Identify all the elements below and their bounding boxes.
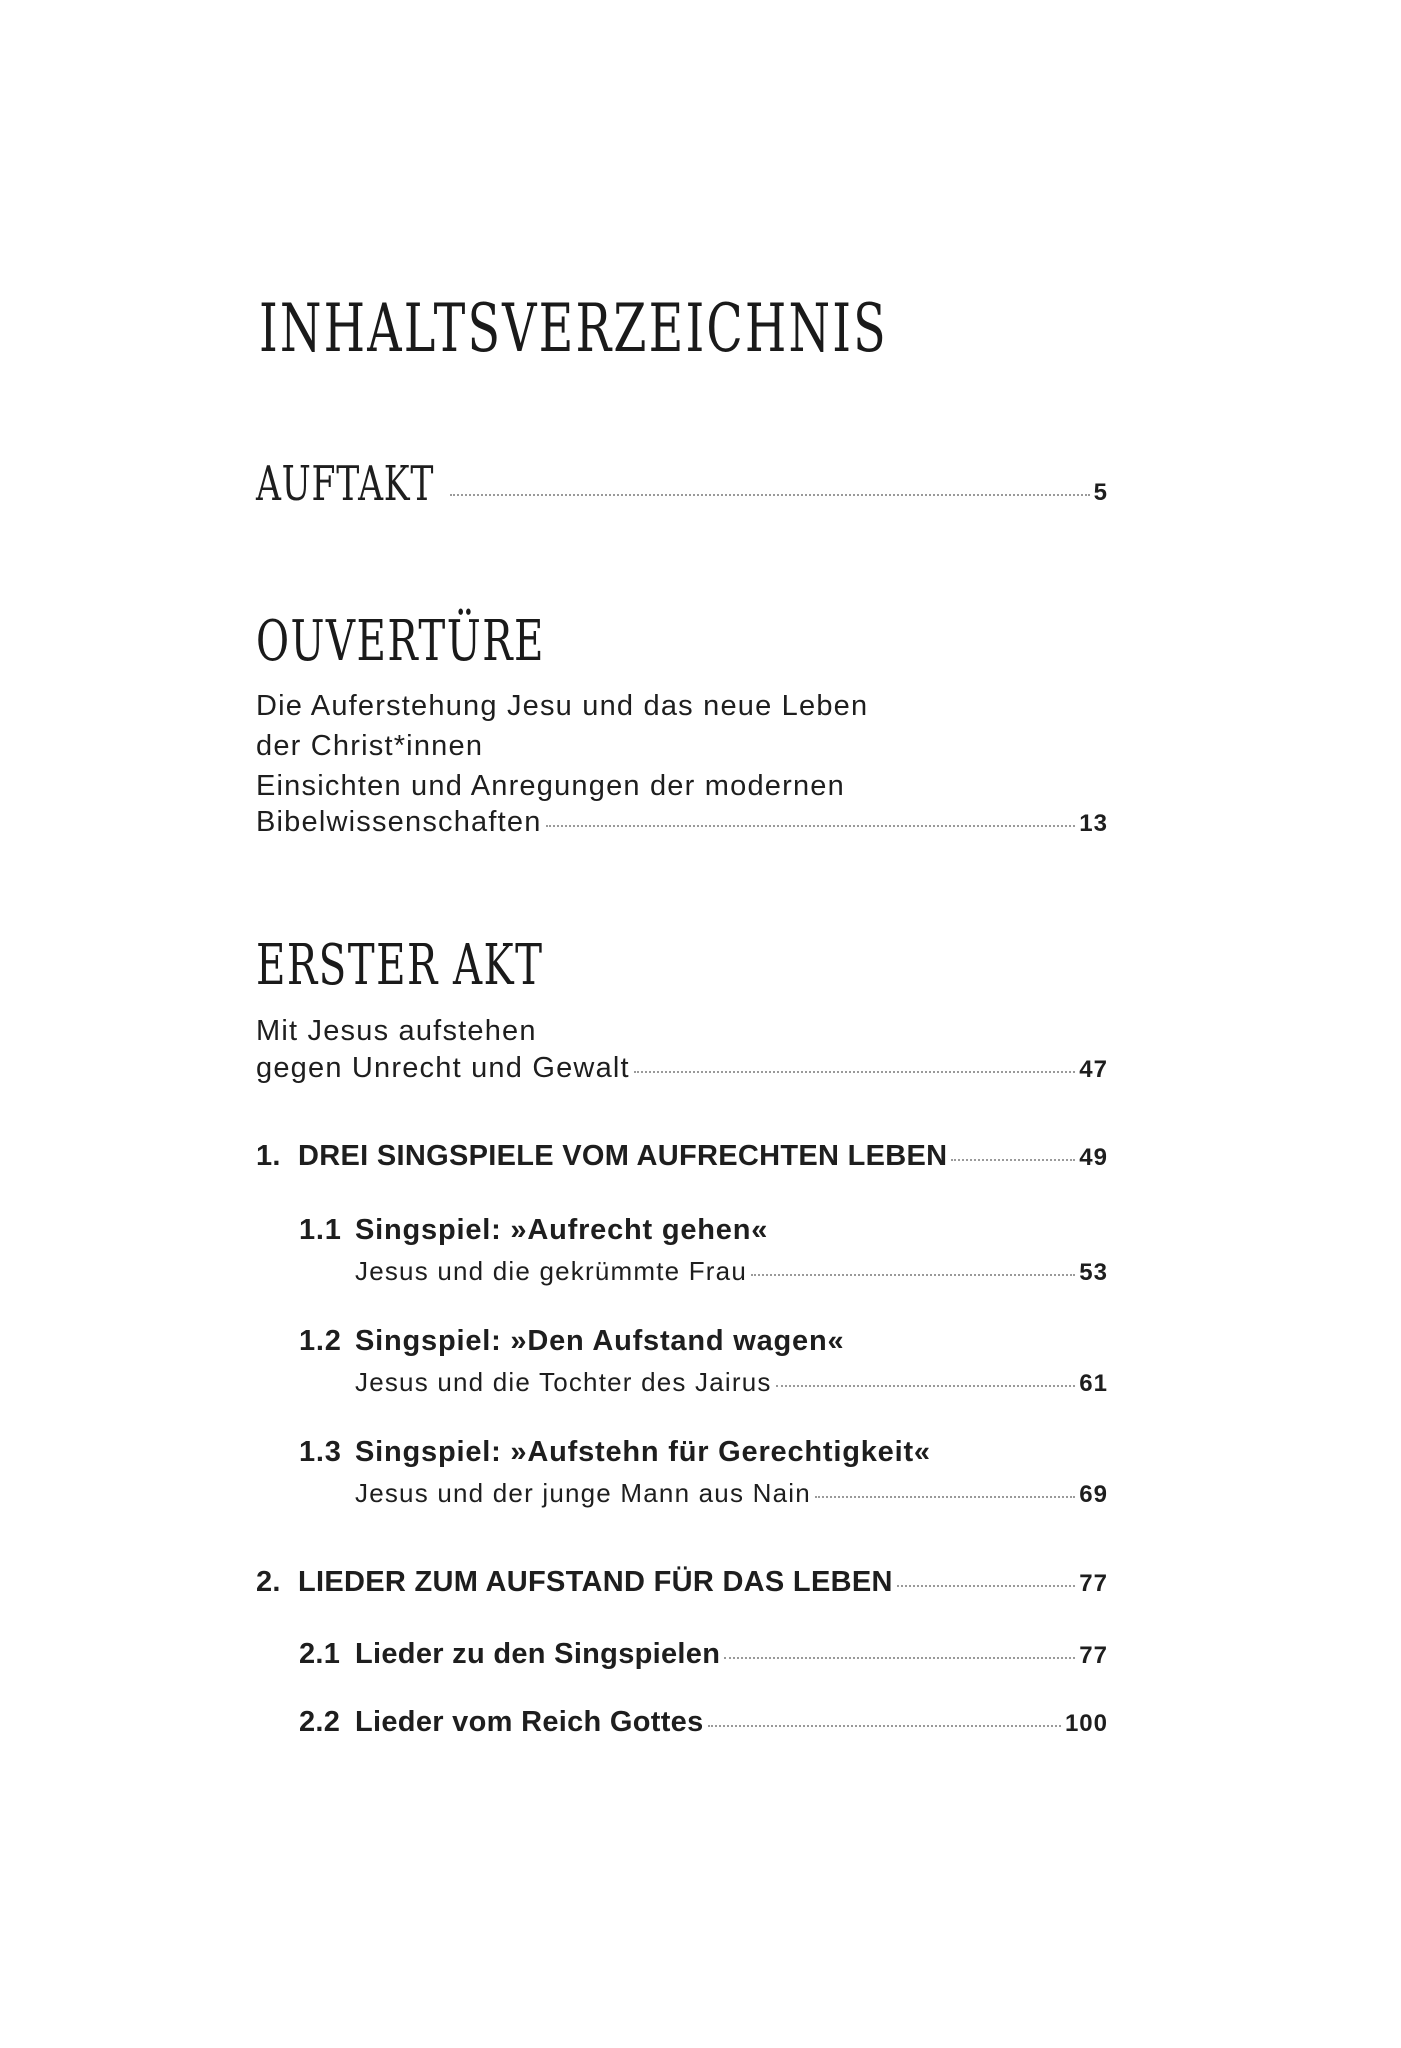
toc-entry-2-1[interactable] bbox=[299, 1638, 1108, 1671]
subsection-title bbox=[299, 1214, 768, 1247]
chapter-title bbox=[256, 1566, 893, 1599]
subsection-title-text: Lieder vom Reich Gottes bbox=[355, 1706, 704, 1738]
subsection-number: 2.1 bbox=[299, 1638, 341, 1670]
dot-leader bbox=[708, 1725, 1061, 1727]
subsection-number: 1.1 bbox=[299, 1214, 342, 1246]
subsection-number: 2.2 bbox=[299, 1706, 341, 1738]
section-description bbox=[256, 1011, 537, 1051]
page-number: 5 bbox=[1093, 479, 1108, 506]
page-number: 77 bbox=[1079, 1642, 1108, 1669]
toc-entry-1-1[interactable] bbox=[355, 1256, 1108, 1287]
section-heading-ouverture: OUVERTÜRE bbox=[256, 609, 545, 674]
dot-leader bbox=[897, 1585, 1076, 1587]
chapter-title bbox=[256, 1140, 947, 1173]
dot-leader bbox=[724, 1657, 1075, 1659]
toc-entry-1-2[interactable] bbox=[355, 1367, 1108, 1398]
subsection-title bbox=[299, 1436, 931, 1469]
page-number: 47 bbox=[1079, 1056, 1108, 1083]
section-heading-erster-akt: ERSTER AKT bbox=[256, 933, 544, 998]
toc-entry-auftakt[interactable] bbox=[256, 456, 1108, 512]
dot-leader bbox=[951, 1159, 1075, 1161]
subsection-title-text: Singspiel: »Aufstehn für Gerechtigkeit« bbox=[355, 1436, 931, 1468]
description-line: der Christ*innen bbox=[256, 730, 484, 762]
toc-entry-chapter-2[interactable] bbox=[256, 1566, 1108, 1599]
description-line: Einsichten und Anregungen der modernen bbox=[256, 770, 845, 802]
subsection-title bbox=[299, 1706, 704, 1739]
description-line: Die Auferstehung Jesu und das neue Leben bbox=[256, 690, 869, 722]
dot-leader bbox=[450, 494, 1090, 496]
dot-leader bbox=[751, 1274, 1075, 1276]
subsection-number: 1.3 bbox=[299, 1436, 342, 1468]
subsection-title bbox=[299, 1638, 720, 1671]
subsection-number: 1.2 bbox=[299, 1325, 342, 1357]
subsection-title bbox=[299, 1325, 844, 1358]
page-number: 77 bbox=[1079, 1570, 1108, 1597]
toc-entry-1-3[interactable] bbox=[355, 1478, 1108, 1509]
page-number: 53 bbox=[1079, 1259, 1108, 1286]
page-number: 69 bbox=[1079, 1481, 1108, 1508]
dot-leader bbox=[776, 1385, 1076, 1387]
chapter-number: 2. bbox=[256, 1566, 281, 1598]
dot-leader bbox=[815, 1496, 1075, 1498]
toc-entry-label: Jesus und die gekrümmte Frau bbox=[355, 1256, 747, 1286]
toc-entry-ouverture[interactable] bbox=[256, 806, 1108, 839]
page-number: 13 bbox=[1079, 810, 1108, 837]
description-line: Mit Jesus aufstehen bbox=[256, 1015, 537, 1047]
subsection-title-text: Singspiel: »Den Aufstand wagen« bbox=[355, 1325, 845, 1357]
toc-entry-chapter-1[interactable] bbox=[256, 1140, 1108, 1173]
toc-entry-label: AUFTAKT bbox=[256, 456, 435, 512]
toc-entry-erster-akt[interactable] bbox=[256, 1052, 1108, 1085]
chapter-title-text: LIEDER ZUM AUFSTAND FÜR DAS LEBEN bbox=[298, 1566, 893, 1598]
subsection-title-text: Lieder zu den Singspielen bbox=[355, 1638, 721, 1670]
toc-entry-2-2[interactable] bbox=[299, 1706, 1108, 1739]
section-description bbox=[256, 686, 868, 806]
toc-entry-label: gegen Unrecht und Gewalt bbox=[256, 1052, 630, 1084]
toc-entry-label: Jesus und der junge Mann aus Nain bbox=[355, 1478, 811, 1508]
page-number: 100 bbox=[1064, 1710, 1108, 1737]
chapter-title-text: DREI SINGSPIELE VOM AUFRECHTEN LEBEN bbox=[298, 1140, 948, 1172]
dot-leader bbox=[634, 1071, 1075, 1073]
toc-entry-label: Jesus und die Tochter des Jairus bbox=[355, 1367, 772, 1397]
chapter-number: 1. bbox=[256, 1140, 281, 1172]
dot-leader bbox=[546, 825, 1076, 827]
page-title: INHALTSVERZEICHNIS bbox=[259, 290, 888, 367]
subsection-title-text: Singspiel: »Aufrecht gehen« bbox=[355, 1214, 769, 1246]
page-number: 49 bbox=[1079, 1144, 1108, 1171]
page-number: 61 bbox=[1079, 1370, 1108, 1397]
toc-entry-label: Bibelwissenschaften bbox=[256, 806, 542, 838]
